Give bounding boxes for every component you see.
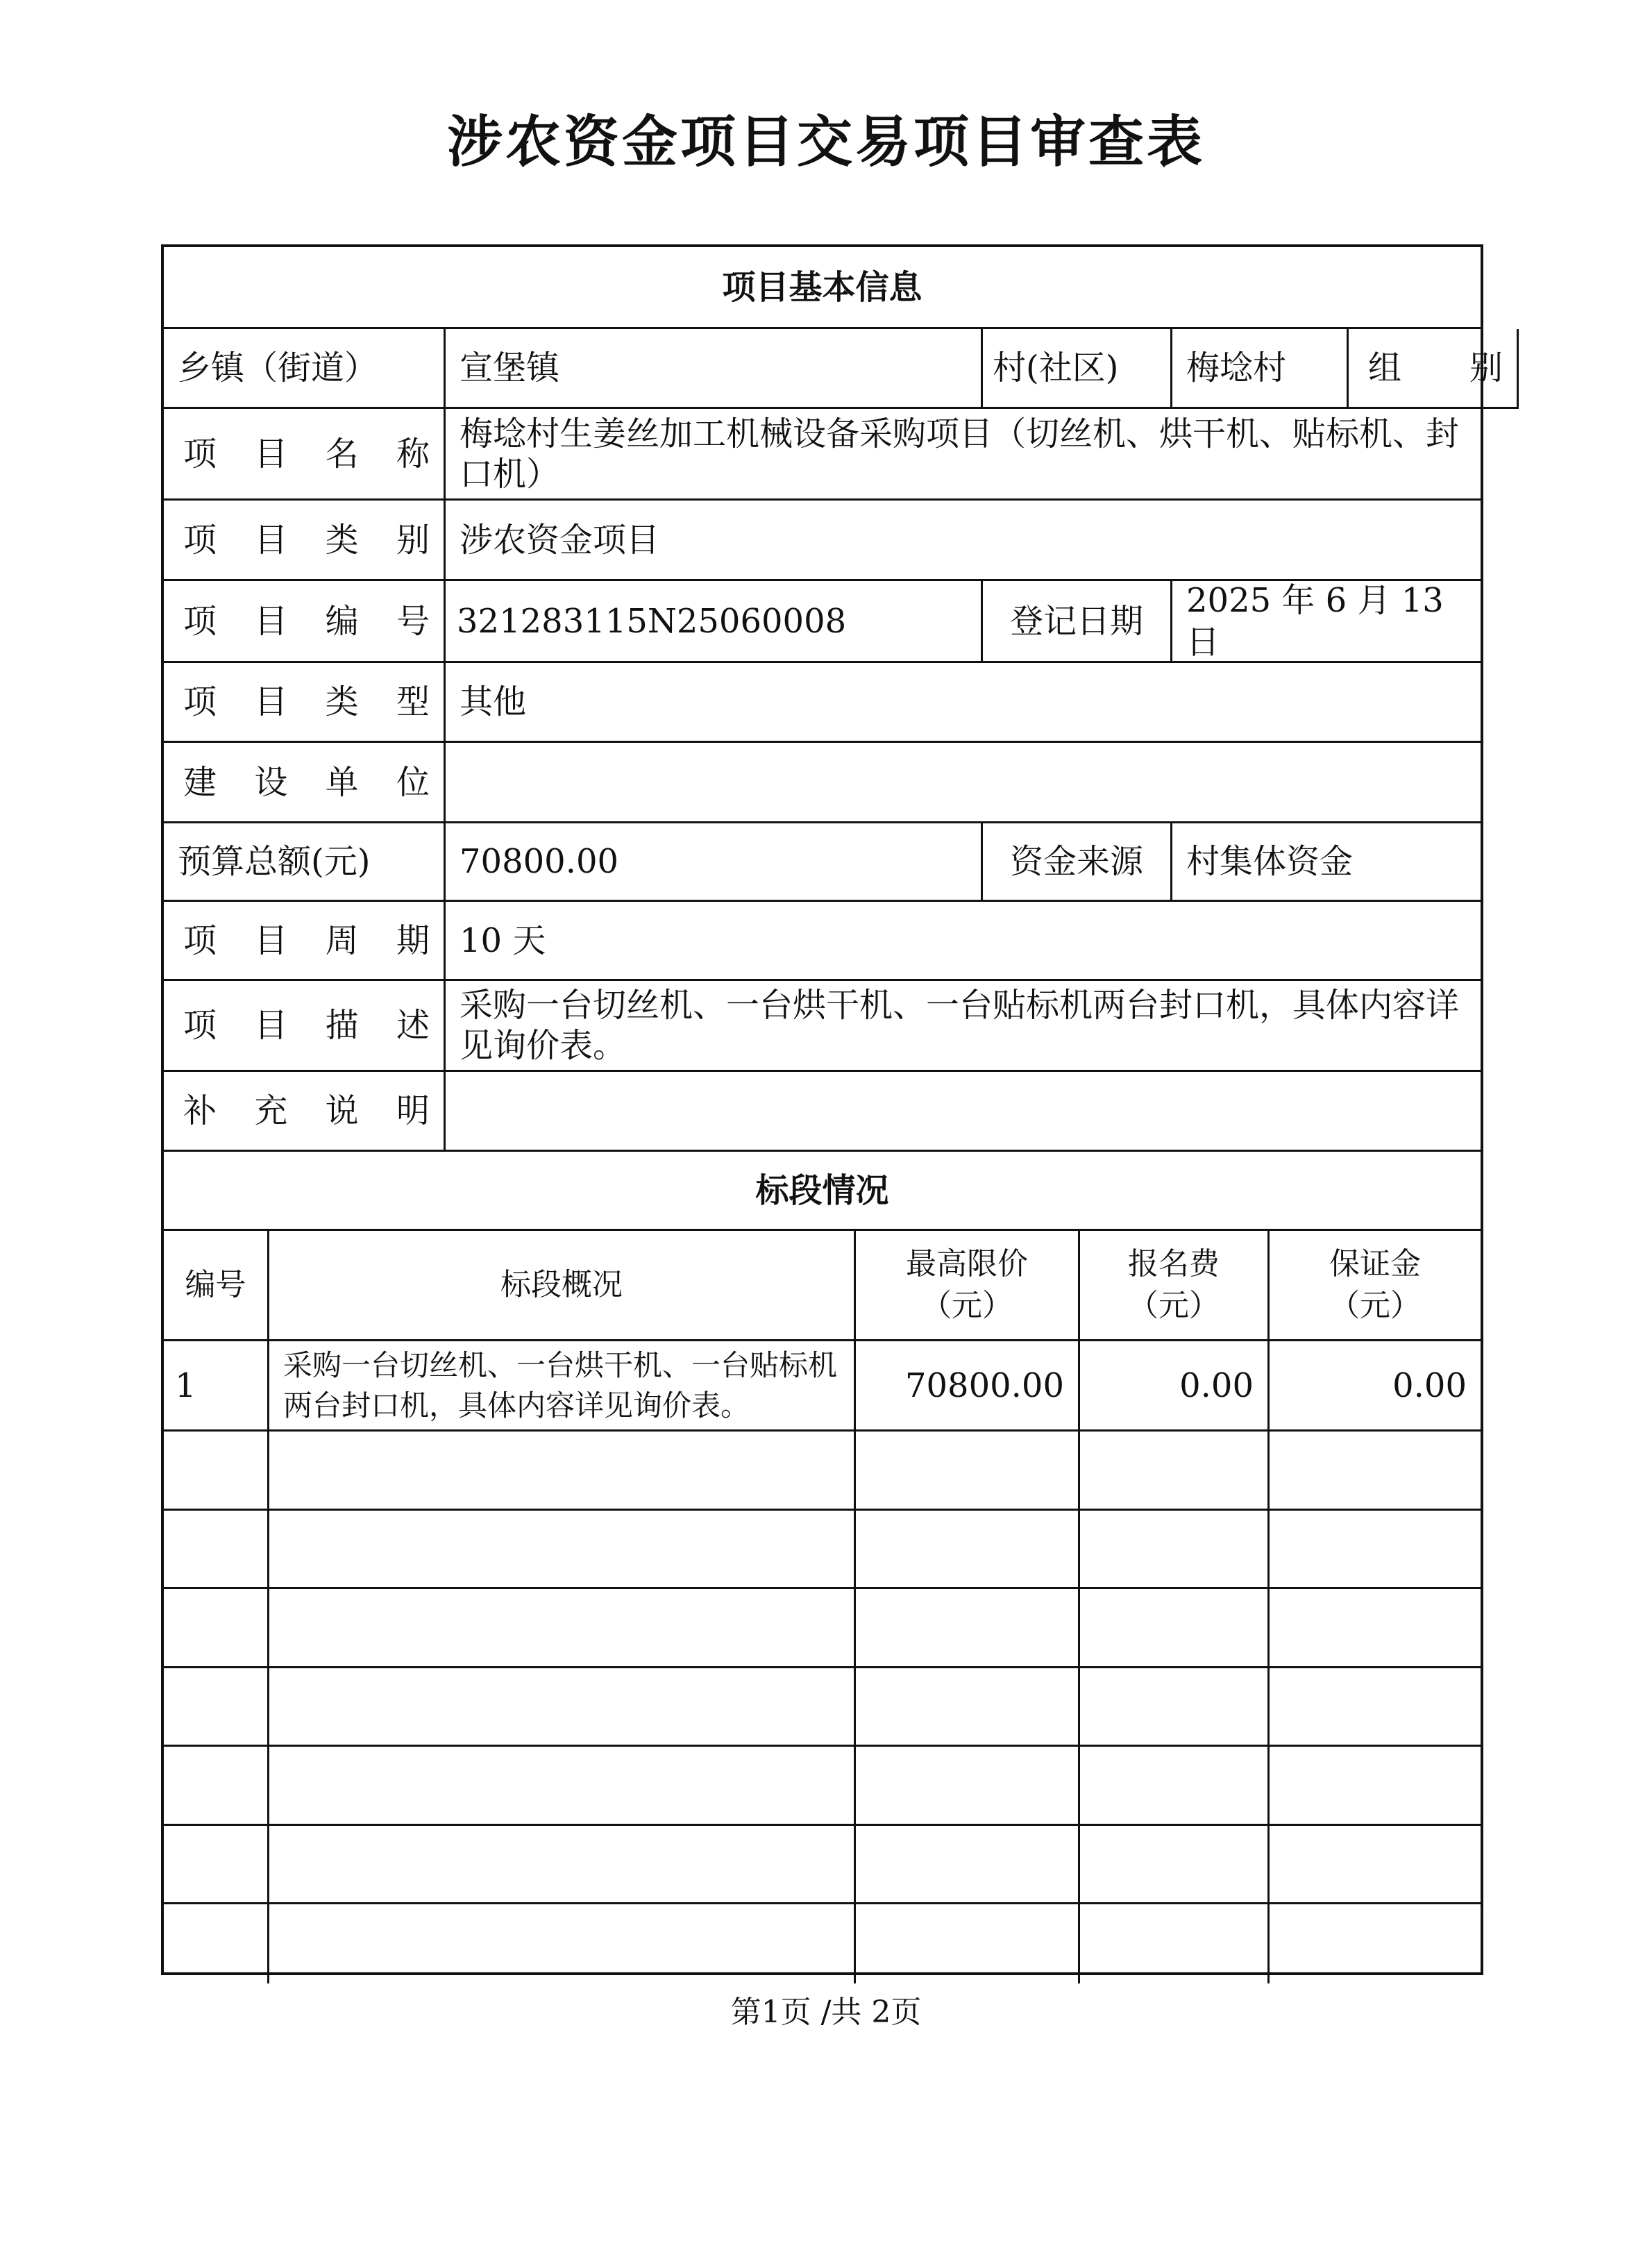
town-value: 宣堡镇 [446, 329, 983, 409]
empty-table-cell [1080, 1589, 1270, 1668]
label-char: 目 [254, 434, 288, 473]
empty-table-cell [856, 1432, 1080, 1511]
label-char: 编 [325, 601, 359, 641]
label-char: 项 [183, 682, 217, 721]
empty-table-cell [269, 1589, 856, 1668]
label-char: 设 [254, 762, 288, 802]
bid-header-max-price: 最高限价 （元） [856, 1231, 1080, 1341]
builder-value [446, 743, 1481, 823]
bid-header-signup-fee: 报名费 （元） [1080, 1231, 1270, 1341]
empty-table-cell [1270, 1826, 1481, 1904]
empty-table-cell [1080, 1668, 1270, 1747]
label-char: 目 [254, 921, 288, 960]
period-value: 10 天 [446, 902, 1481, 981]
village-value: 梅埝村 [1172, 329, 1349, 409]
label-char: 类 [325, 520, 359, 560]
empty-table-cell [164, 1826, 269, 1904]
label-char: 号 [396, 601, 430, 641]
empty-table-cell [269, 1668, 856, 1747]
basic-info-section-header: 项目基本信息 [164, 247, 1481, 329]
label-char: 述 [396, 1006, 430, 1045]
budget-value: 70800.00 [446, 823, 983, 902]
empty-table-cell [856, 1668, 1080, 1747]
register-date-value: 2025 年 6 月 13 日 [1172, 581, 1481, 663]
empty-table-cell [1270, 1668, 1481, 1747]
empty-table-cell [1270, 1432, 1481, 1511]
bid-header-number: 编号 [164, 1231, 269, 1341]
label-char: 项 [183, 921, 217, 960]
description-label [164, 981, 446, 1072]
label-char: 目 [254, 682, 288, 721]
period-label [164, 902, 446, 981]
review-form-table [161, 244, 1503, 1975]
empty-table-cell [1080, 1826, 1270, 1904]
label-char: 周 [325, 921, 359, 960]
label-char: 说 [325, 1091, 359, 1130]
empty-table-cell [856, 1904, 1080, 1983]
empty-table-cell [1080, 1511, 1270, 1589]
empty-table-cell [856, 1747, 1080, 1826]
page-footer: 第1页 /共 2页 [730, 1995, 922, 2030]
project-type-value: 其他 [446, 663, 1481, 743]
label-char: 别 [396, 520, 430, 560]
town-label: 乡镇（街道） [164, 329, 446, 409]
empty-table-cell [164, 1432, 269, 1511]
label-char: 明 [396, 1091, 430, 1130]
group-label-char: 别 [1469, 349, 1503, 387]
label-char: 补 [183, 1091, 217, 1130]
label-char: 项 [183, 601, 217, 641]
bid-section-header: 标段情况 [164, 1152, 1481, 1231]
empty-table-cell [164, 1747, 269, 1826]
group-label-char: 组 [1368, 349, 1402, 387]
bid-header-deposit: 保证金 （元） [1270, 1231, 1481, 1341]
empty-table-cell [164, 1668, 269, 1747]
label-char: 充 [254, 1091, 288, 1130]
project-category-value: 涉农资金项目 [446, 501, 1481, 581]
label-char: 名 [325, 434, 359, 473]
document-title: 涉农资金项目交易项目审查表 [447, 110, 1205, 174]
empty-table-cell [856, 1511, 1080, 1589]
empty-table-cell [1270, 1589, 1481, 1668]
bid-row-deposit: 0.00 [1270, 1341, 1481, 1432]
label-char: 型 [396, 682, 430, 721]
empty-table-cell [164, 1589, 269, 1668]
supplement-label [164, 1072, 446, 1152]
supplement-value [446, 1072, 1481, 1152]
label-char: 类 [325, 682, 359, 721]
bid-row-number: 1 [164, 1341, 269, 1432]
label-char: 项 [183, 434, 217, 473]
bid-row-signup-fee: 0.00 [1080, 1341, 1270, 1432]
empty-table-cell [856, 1826, 1080, 1904]
empty-table-cell [269, 1432, 856, 1511]
label-char: 项 [183, 1006, 217, 1045]
project-name-label [164, 409, 446, 501]
empty-table-cell [164, 1904, 269, 1983]
label-char: 目 [254, 520, 288, 560]
project-category-label [164, 501, 446, 581]
bid-row-overview: 采购一台切丝机、一台烘干机、一台贴标机两台封口机，具体内容详见询价表。 [269, 1341, 856, 1432]
empty-table-cell [269, 1747, 856, 1826]
fund-source-label: 资金来源 [983, 823, 1172, 902]
label-char: 位 [396, 762, 430, 802]
label-char: 称 [396, 434, 430, 473]
label-char: 目 [254, 601, 288, 641]
empty-table-cell [164, 1511, 269, 1589]
empty-table-cell [856, 1589, 1080, 1668]
description-value: 采购一台切丝机、一台烘干机、一台贴标机两台封口机，具体内容详见询价表。 [446, 981, 1481, 1072]
empty-table-cell [1270, 1511, 1481, 1589]
village-label: 村(社区) [983, 329, 1172, 409]
group-value [1481, 329, 1508, 409]
empty-table-cell [1080, 1432, 1270, 1511]
empty-table-cell [269, 1511, 856, 1589]
empty-table-cell [1270, 1904, 1481, 1983]
project-name-value: 梅埝村生姜丝加工机械设备采购项目（切丝机、烘干机、贴标机、封口机） [446, 409, 1481, 501]
label-char: 建 [183, 762, 217, 802]
empty-table-cell [269, 1904, 856, 1983]
empty-table-cell [1080, 1904, 1270, 1983]
label-char: 期 [396, 921, 430, 960]
empty-table-cell [1080, 1747, 1270, 1826]
empty-table-cell [269, 1826, 856, 1904]
empty-table-cell [1270, 1747, 1481, 1826]
builder-label [164, 743, 446, 823]
label-char: 目 [254, 1006, 288, 1045]
bid-header-overview: 标段概况 [269, 1231, 856, 1341]
project-number-value: 321283115N25060008 [446, 581, 983, 663]
project-number-label [164, 581, 446, 663]
project-type-label [164, 663, 446, 743]
register-date-label: 登记日期 [983, 581, 1172, 663]
budget-label: 预算总额(元) [164, 823, 446, 902]
label-char: 描 [325, 1006, 359, 1045]
bid-row-max-price: 70800.00 [856, 1341, 1080, 1432]
label-char: 单 [325, 762, 359, 802]
fund-source-value: 村集体资金 [1172, 823, 1481, 902]
label-char: 项 [183, 520, 217, 560]
